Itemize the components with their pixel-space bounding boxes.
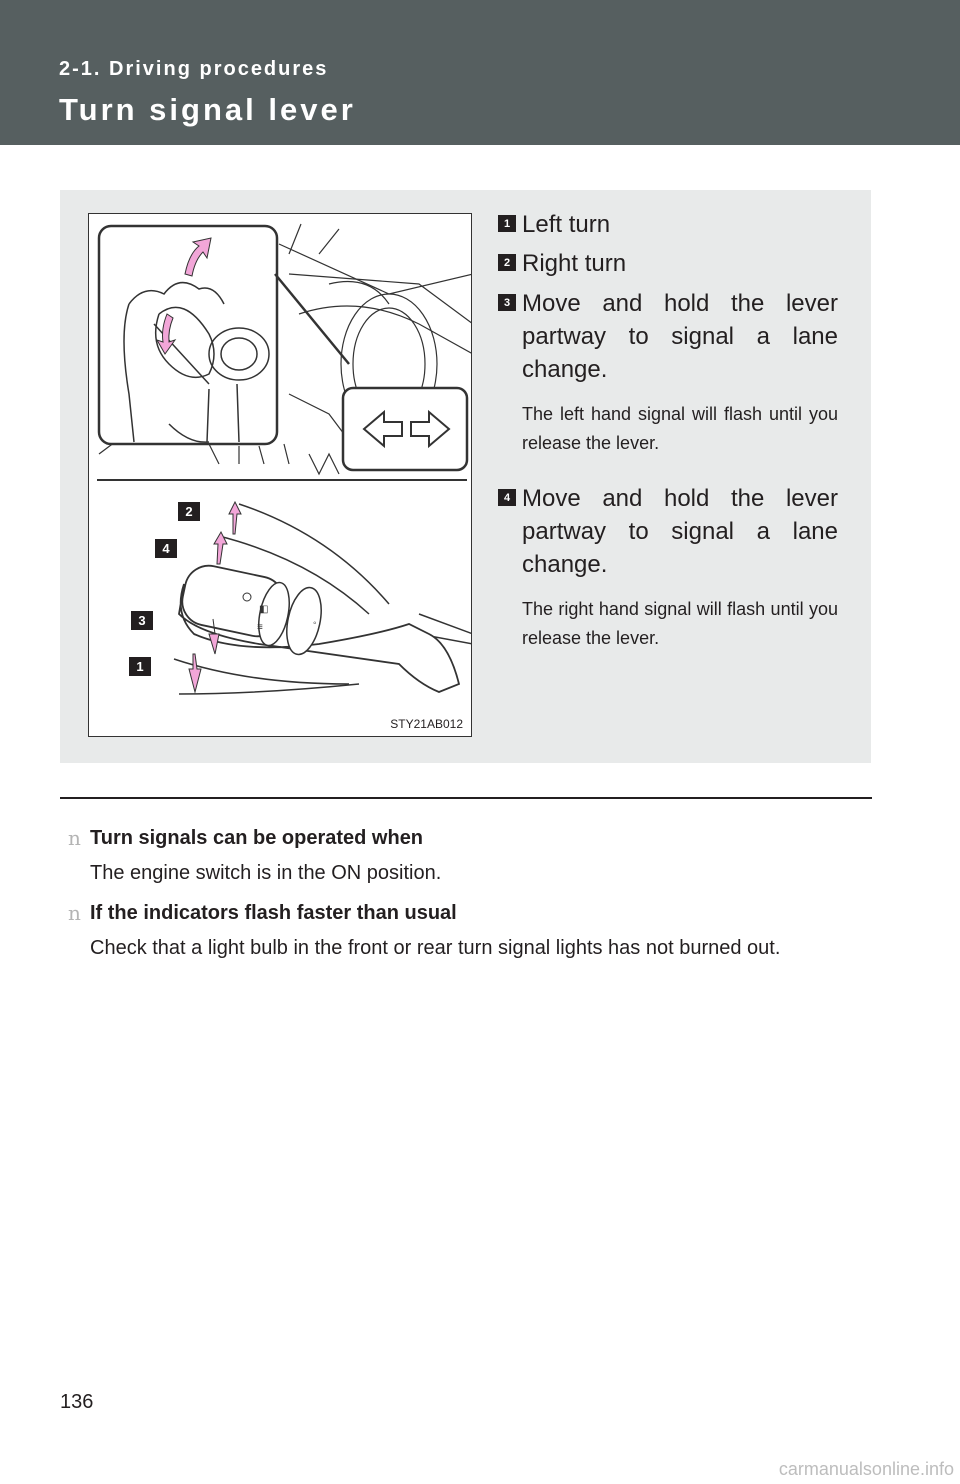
bullet-icon: n (68, 826, 81, 850)
svg-text:◦: ◦ (313, 618, 317, 629)
bullet-icon: n (68, 901, 81, 925)
step-note: The left hand signal will flash until you release the lever. (522, 404, 838, 453)
step-number-badge: 4 (498, 489, 516, 506)
step-number-badge: 2 (498, 254, 516, 271)
step-text: Move and hold the lever partway to signal a lane change. (522, 485, 838, 578)
watermark: carmanualsonline.info (778, 1459, 954, 1479)
note-heading (68, 900, 863, 926)
page-header (0, 0, 960, 145)
step-text: Move and hold the lever partway to signal a lane change. (522, 290, 838, 383)
notes-section (68, 825, 863, 975)
note-heading-text: If the indicators flash faster than usual (90, 902, 457, 924)
figure-code: STY21AB012 (390, 717, 463, 731)
step-item (498, 247, 838, 287)
step-item (498, 208, 838, 247)
section-divider (60, 797, 872, 799)
callout-4: 4 (155, 539, 177, 558)
callout-1: 1 (129, 657, 151, 676)
svg-text:≡: ≡ (257, 622, 263, 633)
page-title: Turn signal lever (59, 92, 356, 127)
step-number-badge: 1 (498, 215, 516, 232)
step-text: Left turn (522, 211, 611, 238)
step-item (498, 287, 838, 458)
svg-text:◧: ◧ (259, 604, 269, 615)
callout-3: 3 (131, 611, 153, 630)
step-list (498, 208, 838, 653)
note-body: Check that a light bulb in the front or rear turn signal lights has not burned out. (90, 937, 781, 959)
note-heading-text: Turn signals can be operated when (90, 827, 424, 849)
step-text: Right turn (522, 250, 627, 277)
step-item (498, 482, 838, 653)
note-body: The engine switch is in the ON position. (90, 862, 442, 884)
note-heading (68, 825, 863, 851)
step-note: The right hand signal will flash until you release the lever. (522, 599, 838, 648)
step-number-badge: 3 (498, 294, 516, 311)
turn-signal-illustration (88, 213, 472, 737)
callout-2: 2 (178, 502, 200, 521)
page-number: 136 (60, 1391, 94, 1413)
section-label: 2-1. Driving procedures (59, 58, 329, 80)
